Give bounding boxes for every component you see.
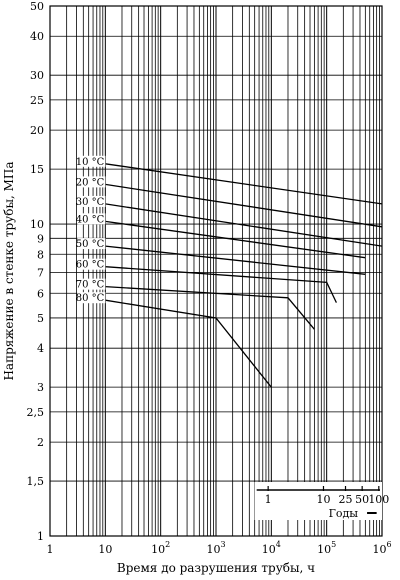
y-tick-labels — [27, 0, 45, 543]
x-tick-label: $10^2$ — [151, 540, 171, 556]
y-tick-label: 4 — [37, 342, 44, 356]
years-axis-title: Годы — [328, 507, 359, 520]
y-tick-label: 30 — [30, 69, 44, 83]
y-tick-label: 25 — [30, 93, 44, 107]
x-tick-label: $10^6$ — [372, 540, 392, 556]
y-tick-label: 40 — [30, 30, 44, 44]
y-tick-label: 2,5 — [26, 405, 44, 419]
series-label: 10 °C — [75, 156, 105, 168]
series-label: 70 °C — [75, 279, 105, 291]
years-tick-label: 10 — [316, 493, 331, 506]
y-tick-label: 50 — [30, 0, 44, 13]
x-tick-label: $10^5$ — [317, 540, 337, 556]
series-label: 40 °C — [75, 214, 105, 226]
y-tick-label: 15 — [30, 163, 44, 177]
x-tick-labels — [47, 540, 392, 556]
years-tick-label: 25 — [338, 493, 353, 506]
y-tick-label: 5 — [37, 311, 44, 325]
years-tick-label: 1 — [264, 493, 272, 506]
series-lines — [105, 164, 382, 387]
y-tick-label: 7 — [37, 266, 44, 280]
series-labels — [76, 156, 106, 304]
y-axis-title: Напряжение в стенке трубы, МПа — [2, 161, 16, 381]
y-tick-label: 9 — [37, 232, 44, 246]
series-line — [105, 204, 382, 246]
series-line — [105, 300, 271, 387]
series-label: 20 °C — [75, 177, 105, 189]
series-label: 50 °C — [75, 239, 105, 251]
x-tick-label: $10^4$ — [261, 540, 281, 556]
y-tick-label: 3 — [37, 381, 44, 395]
x-axis-title: Время до разрушения трубы, ч — [116, 561, 316, 575]
series-label: 80 °C — [75, 293, 105, 305]
x-tick-label: 1 — [46, 543, 54, 556]
series-line — [105, 164, 382, 204]
series-label: 30 °C — [75, 196, 105, 208]
x-tick-label: 10 — [98, 543, 113, 556]
y-tick-label: 2 — [37, 436, 44, 450]
series-label: 60 °C — [75, 259, 105, 271]
y-tick-label: 6 — [37, 287, 44, 301]
years-tick-label: 100 — [368, 493, 390, 506]
y-tick-label: 10 — [30, 218, 44, 232]
y-tick-label: 8 — [37, 248, 44, 262]
y-tick-label: 20 — [30, 124, 44, 138]
years-tick-label: 50 — [355, 493, 370, 506]
y-tick-label: 1,5 — [26, 475, 44, 489]
years-inset — [255, 482, 390, 520]
series-line — [105, 184, 382, 226]
x-tick-label: $10^3$ — [206, 540, 226, 556]
y-tick-label: 1 — [37, 530, 44, 543]
